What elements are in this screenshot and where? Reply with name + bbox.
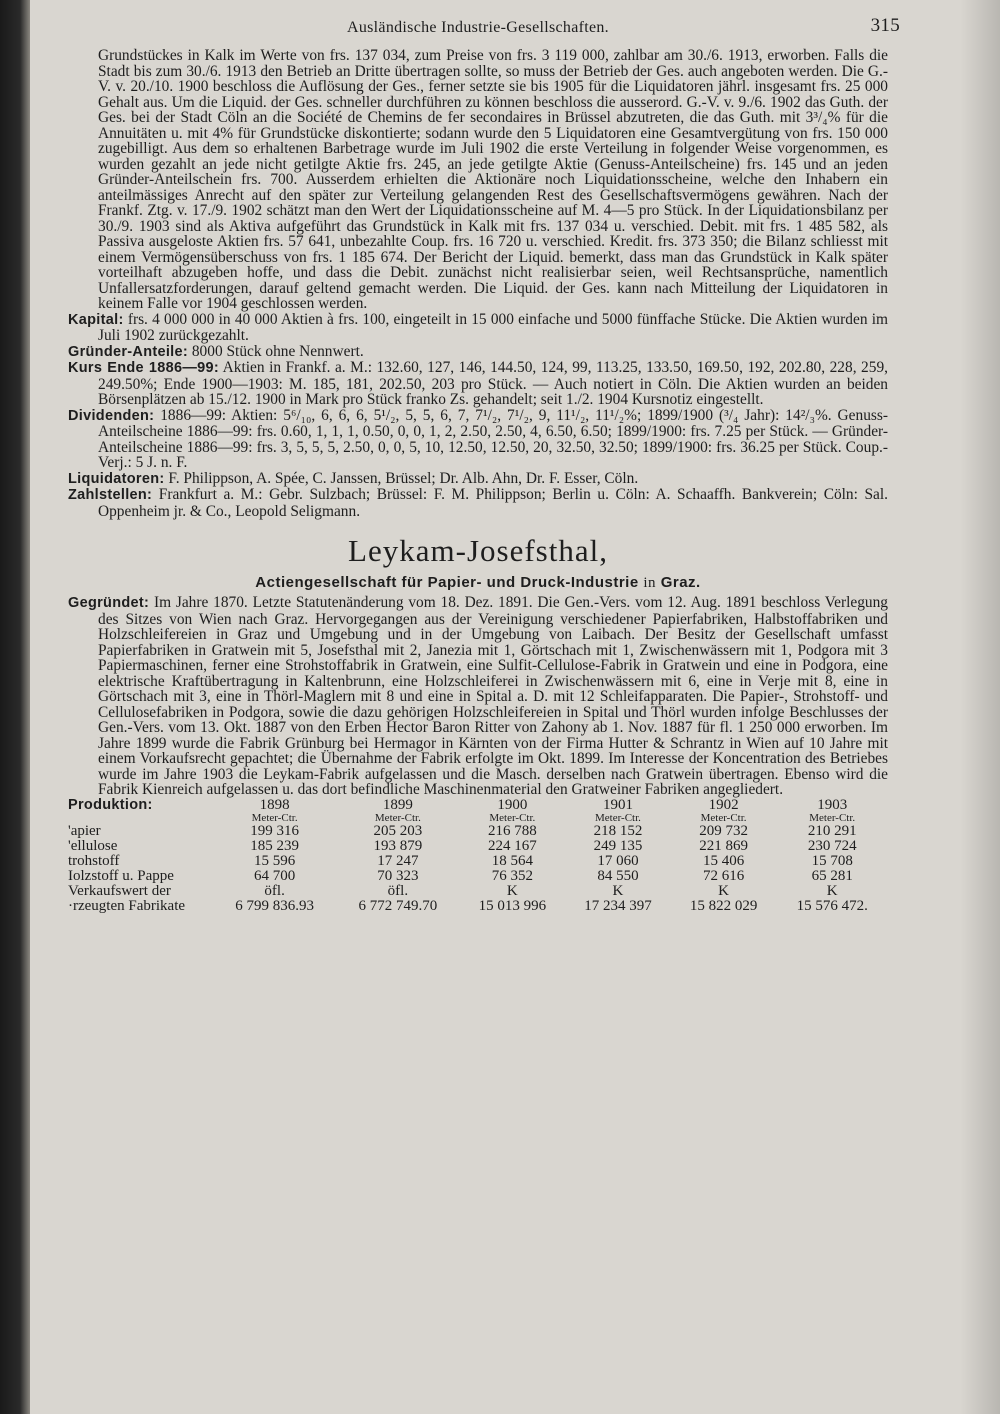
production-table (68, 798, 888, 914)
production-unit-row (68, 813, 888, 824)
entry-label: Dividenden: (68, 407, 155, 424)
row-label: 'ellulose (68, 837, 118, 854)
company-subtitle (68, 573, 888, 593)
table-cell: 72 616 (702, 867, 745, 884)
unit-header: Meter-Ctr. (374, 811, 421, 824)
entry-label: Kurs Ende 1886—99: (68, 360, 219, 376)
entry-text: Im Jahre 1870. Letzte Statutenänderung vom 18. Dez. 1891. Die Gen.-Vers. vom 12. Aug. 1891 beschloss Verlegung des Sitzes von Wien nach Graz. Hervorgegangen aus der Vereinigung verschiedener Papierfabriken, Halbstoffabriken und Holzschleifereien in Graz und Umgebung und in der Umgebung von Laibach. Der Besitz der Gesellschaft umfasst Papierfabriken in Gratwein mit 5, Josefsthal mit 2, Janezia mit 1, Görtschach mit 1, Zwischenwässern mit 1, Podgora mit 3 Papiermaschinen, ferner eine Strohstoffabrik in Gratwein, eine Sulfit-Cellulose-Fabrik in Gratwein und eine in Podgora, eine elektrische Kraftübertragung in Kaltenbrunn, eine Holzschleiferei in Zwischenwässern mit 6, eine in Verje mit 8, eine in Görtschach mit 3, eine in Thörl-Maglern mit 8 und eine in Spital a. D. mit 12 Schleifapparaten. Die Papier-, Strohstoff- und Cellulosefabriken in Podgora, sowie die dazu gehörigen Holzschleifereien in Spital und Thörl wurden infolge Beschlusses der Gen.-Vers. vom 13. Okt. 1887 von den Erben Hector Baron Ritter von Zahony ab 1. Nov. 1887 für fl. 1 250 000 erworben. Im Jahre 1899 wurde die Fabrik Grünburg bei Hermagor in Kärnten von der Firma Hutter & Schrantz in Wien auf 10 Jahre mit einem Vorkaufsrecht gepachtet; die Übernahme der Fabrik erfolgte im Okt. 1899. Im Interesse der Koncentration des Betriebes wurde im Jahre 1903 die Leykam-Fabrik aufgelassen und die Masch. derselben nach Gratwein übertragen. Ebenso wird die Fabrik Kienreich aufgelassen u. das dort befindliche Maschinenmaterial den Gratweiner Fabriken angegliedert. (98, 594, 888, 798)
table-cell: 65 281 (811, 867, 853, 884)
table-cell: 15 596 (254, 852, 296, 869)
row-label: ·rzeugten Fabrikate (68, 897, 186, 914)
table-cell: 224 167 (487, 837, 537, 854)
entry-dividenden (68, 408, 888, 471)
row-label: 'apier (68, 822, 101, 839)
year-header: 1899 (382, 796, 413, 813)
table-row (68, 884, 888, 899)
entry-kurs (68, 360, 888, 408)
table-cell: 15 708 (811, 852, 853, 869)
year-header: 1898 (259, 796, 290, 813)
entry-text: frs. 4 000 000 in 40 000 Aktien à frs. 100, eingeteilt in 15 000 einfache und 5000 fünffache Stücke. Die Aktien wurden im Juli 1902 zurückgezahlt. (98, 310, 888, 344)
table-cell: 76 352 (491, 867, 533, 884)
entry-label: Gegründet: (68, 595, 150, 611)
unit-header: Meter-Ctr. (489, 811, 536, 824)
production-year-row (68, 798, 888, 813)
company-subtitle-city: Graz. (660, 574, 701, 591)
table-cell: 84 550 (597, 867, 639, 884)
table-cell: K (826, 882, 838, 899)
table-row (68, 854, 888, 869)
entry-liquidatoren (68, 471, 888, 488)
production-label: Produktion: (68, 796, 153, 813)
entry-label: Kapital: (68, 311, 124, 328)
page-number: 315 (870, 15, 900, 36)
table-cell: 210 291 (807, 822, 857, 839)
table-cell: 216 788 (487, 822, 537, 839)
entry-label: Gründer-Anteile: (68, 343, 188, 360)
table-cell: 199 316 (250, 822, 299, 839)
table-cell: 17 247 (377, 852, 419, 869)
entry-label: Zahlstellen: (68, 487, 153, 503)
table-cell: 18 564 (491, 852, 533, 869)
running-header (68, 14, 900, 48)
table-cell: 230 724 (807, 837, 857, 854)
table-row (68, 839, 888, 854)
table-cell: 209 732 (699, 822, 748, 839)
table-cell: 15 822 029 (689, 897, 758, 914)
entry-label: Liquidatoren: (68, 470, 165, 487)
row-label: Iolzstoff u. Pappe (68, 867, 174, 884)
year-header: 1900 (497, 796, 528, 813)
table-cell: 70 323 (377, 867, 419, 884)
liquidation-paragraph: Grundstückes in Kalk im Werte von frs. 137 034, zum Preise von frs. 3 119 000, zahlbar am 30./6. 1913, erworben. Falls die Stadt bis zum 30./6. 1913 den Betrieb an Dritte übertragen sollte, so muss der Betrieb der Ges. auch angeboten werden. Die G.-V. v. 20./10. 1900 beschloss die Auflösung der Ges., ferner setzte sie bis 1905 für die Liquidatoren jährl. insgesamt frs. 25 000 Gehalt aus. Um die Liquid. der Ges. schneller durchführen zu können beschloss die ausserord. G.-V. v. 9./6. 1902 das Guth. der Ges. bei der Stadt Cöln an die Société de Chemins de fer secondaires in Brüssel abzutreten, die das Guth. mit 3³/₄% für die Annuitäten u. mit 4% für Grundstücke diskontierte; sodann wurde den 5 Liquidatoren eine Gesamtvergütung von frs. 150 000 zugebilligt. Aus dem so erhaltenen Barbetrage wurde im Juli 1902 die erste Verteilung in folgender Weise vorgenommen, es wurden gezahlt an jede nicht getilgte Aktie frs. 245, an jede getilgte Aktie (Genuss-Anteilscheine) frs. 145 und an jeden Gründer-Anteilschein frs. 700. Ausserdem erhielten die Aktionäre noch Liquidationsscheine, welche den Inhabern ein anteilmässiges Anrecht auf den später zur Verteilung gelangenden Rest des Gesellschaftsvermögens gewähren. Nach der Frankf. Ztg. v. 17./9. 1902 schätzt man den Wert der Liquidationsscheine auf M. 4—5 pro Stück. In der Liquidationsbilanz per 30./9. 1903 sind als Aktiva aufgeführt das Grundstück in Kalk mit frs. 137 034 u. verschied. Debit. mit frs. 1 485 582, als Passiva ausgeloste Aktien frs. 57 641, unbezahlte Coup. frs. 16 720 u. verschied. Kredit. frs. 373 350; die Bilanz schliesst mit einem Vermögensüberschuss von frs. 1 185 674. Der Bericht der Liquid. bemerkt, dass man das Grundstück in Kalk später vorteilhaft abzugeben hoffe, und dass die Debit. zunächst nicht realisierbar seien, weil Rechtsansprüche, namentlich Unfallersatzforderungen, darauf geltend gemacht werden. Die Liquid. der Ges. kann nach Mitteilung der Liquidatoren in keinem Falle vor 1904 geschlossen werden. (98, 47, 888, 312)
scan-binding-edge (0, 0, 30, 1414)
table-cell: 205 203 (373, 822, 423, 839)
table-cell: K (506, 882, 518, 899)
table-cell: 17 234 397 (584, 897, 652, 914)
table-cell: 6 799 836.93 (235, 897, 314, 914)
table-cell: K (718, 882, 730, 899)
table-cell: 249 135 (593, 837, 643, 854)
unit-header: Meter-Ctr. (700, 811, 747, 824)
running-title: Ausländische Industrie-Gesellschaften. (347, 19, 609, 36)
table-cell: 185 239 (250, 837, 299, 854)
year-header: 1902 (708, 796, 739, 813)
table-row (68, 824, 888, 839)
entry-text: 8000 Stück ohne Nennwert. (191, 342, 364, 360)
entry-text: Aktien in Frankf. a. M.: 132.60, 127, 146, 144.50, 124, 99, 113.25, 133.50, 169.50, 192, 202.80, 228, 259, 249.50%; Ende 1900—1903: M. 185, 181, 202.50, 203 pro Stück. — Auch notiert in Cöln. Die Aktien wurden an beiden Börsenplätzen ab 15./12. 1900 in Mark pro Stück franko Zs. gehandelt; seit 1./2. 1904 Kursnotiz eingestellt. (98, 359, 888, 408)
year-header: 1903 (817, 796, 848, 813)
table-cell: 64 700 (254, 867, 296, 884)
table-cell: 6 772 749.70 (358, 897, 438, 914)
table-cell: 221 869 (699, 837, 748, 854)
table-cell: 193 879 (373, 837, 423, 854)
table-cell: 218 152 (593, 822, 643, 839)
year-header: 1901 (602, 796, 633, 813)
document-page (68, 14, 900, 914)
entry-gegruendet (68, 595, 888, 798)
unit-header: Meter-Ctr. (809, 811, 856, 824)
entry-kapital (68, 312, 888, 344)
entry-zahlstellen (68, 487, 888, 519)
row-label: Verkaufswert der (68, 882, 171, 899)
table-row (68, 899, 888, 914)
entry-text: Frankfurt a. M.: Gebr. Sulzbach; Brüssel: F. M. Philippson; Berlin u. Cöln: A. Schaaffh. Bankverein; Cöln: Sal. Oppenheim jr. & Co., Leopold Seligmann. (98, 486, 888, 520)
table-cell: 15 576 472. (796, 897, 868, 914)
scan-page-shadow (960, 0, 1000, 1414)
table-row (68, 869, 888, 884)
unit-header: Meter-Ctr. (251, 811, 298, 824)
table-cell: öfl. (387, 882, 409, 899)
table-cell: K (612, 882, 624, 899)
entry-text: 1886—99: Aktien: 5⁶/₁₀, 6, 6, 6, 5¹/₂, 5, 5, 6, 7, 7¹/₂, 7¹/₂, 9, 11¹/₂, 11¹/₂%; 1899/1900 (³/₄ Jahr): 14²/₃%. Genuss-Anteilscheine 1886—99: frs. 0.60, 1, 1, 1, 0.50, 0, 0, 1, 2, 2.50, 2.50, 4, 6.50, 6.50; 1899/1900: frs. 7.25 per Stück. — Gründer-Anteilscheine 1886—99: frs. 3, 5, 5, 5, 2.50, 0, 0, 5, 10, 12.50, 12.50, 20, 32.50, 32.50; 1899/1900: frs. 36.25 per Stück. Coup.-Verj.: 5 J. n. F. (98, 406, 888, 471)
table-cell: 15 013 996 (478, 897, 547, 914)
table-cell: 15 406 (702, 852, 745, 869)
entry-gruender-anteile (68, 344, 888, 361)
entry-text: F. Philippson, A. Spée, C. Janssen, Brüssel; Dr. Alb. Ahn, Dr. F. Esser, Cöln. (168, 469, 639, 487)
company-title: Leykam-Josefsthal, (348, 533, 608, 568)
company-subtitle-main: Actiengesellschaft für Papier- und Druck-Industrie (255, 574, 639, 591)
unit-header: Meter-Ctr. (595, 811, 641, 824)
table-cell: 17 060 (597, 852, 639, 869)
row-label: trohstoff (68, 852, 120, 869)
company-subtitle-in: in (643, 575, 657, 591)
table-cell: öfl. (264, 882, 285, 899)
